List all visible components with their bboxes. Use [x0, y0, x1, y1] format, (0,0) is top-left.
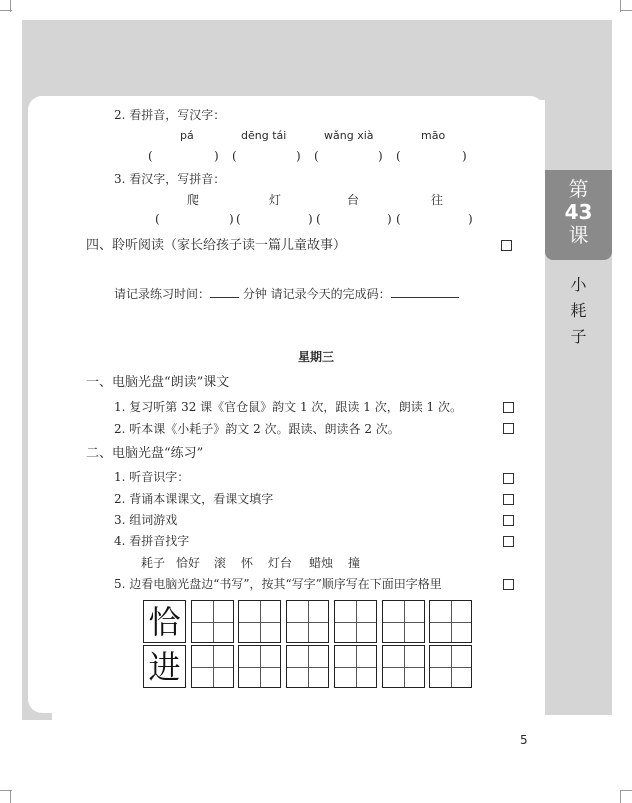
- find-word: 撞: [348, 556, 361, 570]
- model-character: 恰: [148, 603, 181, 641]
- lesson-number-tab: [545, 170, 612, 260]
- pinyin-wangxia: wǎng xià: [324, 129, 374, 142]
- grid-guide-vertical: [404, 646, 405, 687]
- part2-item-5-checkbox[interactable]: [503, 579, 514, 590]
- hanzi-tai: 台: [347, 193, 360, 207]
- section3-title: 3. 看汉字，写拼音：: [114, 172, 226, 186]
- writing-grid-cell[interactable]: [238, 645, 281, 688]
- writing-grid-model-cell: [143, 645, 186, 688]
- writing-grid-model-cell: [143, 600, 186, 643]
- listen-reading-checkbox[interactable]: [501, 240, 512, 251]
- time-blank[interactable]: [210, 297, 239, 298]
- writing-grid-cell[interactable]: [429, 600, 472, 643]
- answer-paren-close: ): [468, 212, 473, 226]
- answer-paren-open: (: [396, 212, 401, 226]
- crop-mark: [620, 790, 632, 791]
- answer-paren-open: (: [232, 149, 237, 163]
- answer-paren-close: ): [387, 212, 392, 226]
- hanzi-wang: 往: [431, 193, 444, 207]
- hanzi-deng: 灯: [269, 193, 282, 207]
- writing-grid-cell[interactable]: [191, 645, 234, 688]
- grid-guide-vertical: [356, 601, 357, 642]
- part2-item-3: 3. 组词游戏: [114, 513, 178, 527]
- part1-title: 一、电脑光盘“朗读”课文: [86, 375, 230, 390]
- answer-paren-open: (: [314, 149, 319, 163]
- answer-paren-open: (: [236, 212, 241, 226]
- find-word: 蜡烛: [309, 556, 334, 570]
- grid-guide-vertical: [260, 601, 261, 642]
- crop-mark: [0, 790, 12, 791]
- writing-grid-cell[interactable]: [191, 600, 234, 643]
- grid-guide-vertical: [213, 646, 214, 687]
- answer-paren-open: (: [316, 212, 321, 226]
- writing-grid-cell[interactable]: [334, 600, 377, 643]
- grid-guide-vertical: [404, 601, 405, 642]
- answer-paren-close: ): [229, 212, 234, 226]
- part2-item-2: 2. 背诵本课课文，看课文填字: [114, 492, 274, 506]
- answer-paren-close: ): [462, 149, 467, 163]
- part1-item-2-checkbox[interactable]: [503, 423, 514, 434]
- part2-item-3-checkbox[interactable]: [503, 515, 514, 526]
- pinyin-dengtai: dēng tái: [241, 129, 287, 142]
- day-heading: 星期三: [297, 350, 334, 364]
- section2-title: 2. 看拼音，写汉字：: [114, 108, 226, 122]
- record-line: [114, 286, 459, 302]
- grid-guide-vertical: [213, 601, 214, 642]
- part2-title: 二、电脑光盘“练习”: [86, 446, 204, 461]
- answer-paren-close: ): [214, 149, 219, 163]
- writing-grid-cell[interactable]: [286, 645, 329, 688]
- part2-item-5: 5. 边看电脑光盘边“书写”，按其“写字”顺序写在下面田字格里: [114, 577, 442, 591]
- find-word: 怀: [241, 556, 254, 570]
- writing-grid-cell[interactable]: [382, 645, 425, 688]
- record-time-prefix: 请记录练习时间：: [114, 287, 211, 301]
- lesson-title-char: 小: [570, 275, 587, 294]
- record-time-suffix: 分钟 请记录今天的完成码：: [239, 287, 391, 301]
- crop-mark: [620, 10, 632, 11]
- writing-grid-cell[interactable]: [238, 600, 281, 643]
- answer-paren-close: ): [378, 149, 383, 163]
- writing-grid-cell[interactable]: [382, 600, 425, 643]
- crop-mark: [0, 10, 12, 11]
- answer-paren-open: (: [155, 212, 160, 226]
- lesson-title-char: 耗: [570, 301, 587, 320]
- grid-guide-vertical: [451, 646, 452, 687]
- background-band-right: [545, 20, 612, 715]
- answer-paren-close: ): [308, 212, 313, 226]
- lesson-tab-suffix: 课: [568, 223, 589, 247]
- crop-mark: [10, 790, 11, 803]
- answer-paren-open: (: [148, 149, 153, 163]
- part1-item-2: 2. 听本课《小耗子》韵文 2 次。跟读、朗读各 2 次。: [114, 422, 400, 436]
- lesson-title: [545, 272, 612, 350]
- grid-guide-vertical: [260, 646, 261, 687]
- lesson-tab-prefix: 第: [568, 177, 589, 201]
- crop-mark: [620, 790, 621, 803]
- writing-grid-cell[interactable]: [286, 600, 329, 643]
- part1-item-1-checkbox[interactable]: [503, 402, 514, 413]
- grid-guide-vertical: [356, 646, 357, 687]
- completion-code-blank[interactable]: [391, 297, 459, 298]
- lesson-title-char: 子: [570, 327, 587, 346]
- writing-grid-cell[interactable]: [429, 645, 472, 688]
- part2-item-2-checkbox[interactable]: [503, 494, 514, 505]
- grid-guide-vertical: [308, 646, 309, 687]
- background-band-top: [22, 20, 612, 100]
- find-word: 耗子: [141, 556, 166, 570]
- model-character: 进: [148, 648, 181, 686]
- find-word: 恰好: [176, 556, 201, 570]
- part2-item-4: 4. 看拼音找字: [114, 534, 190, 548]
- grid-guide-vertical: [308, 601, 309, 642]
- find-word: 灯台: [268, 556, 293, 570]
- listen-reading-label: 四、聆听阅读（家长给孩子读一篇儿童故事）: [86, 238, 347, 253]
- pinyin-mao: māo: [421, 129, 446, 142]
- part2-item-1: 1. 听音识字：: [114, 470, 190, 484]
- answer-paren-close: ): [296, 149, 301, 163]
- lesson-tab-number: 43: [564, 200, 593, 224]
- page-number: 5: [520, 733, 528, 747]
- part2-item-4-checkbox[interactable]: [503, 536, 514, 547]
- answer-paren-open: (: [396, 149, 401, 163]
- part2-item-1-checkbox[interactable]: [503, 473, 514, 484]
- grid-guide-vertical: [451, 601, 452, 642]
- find-word: 滚: [214, 556, 227, 570]
- hanzi-pa: 爬: [187, 193, 200, 207]
- pinyin-pa: pá: [180, 129, 194, 142]
- writing-grid-cell[interactable]: [334, 645, 377, 688]
- part1-item-1: 1. 复习听第 32 课《官仓鼠》韵文 1 次，跟读 1 次，朗读 1 次。: [114, 400, 462, 414]
